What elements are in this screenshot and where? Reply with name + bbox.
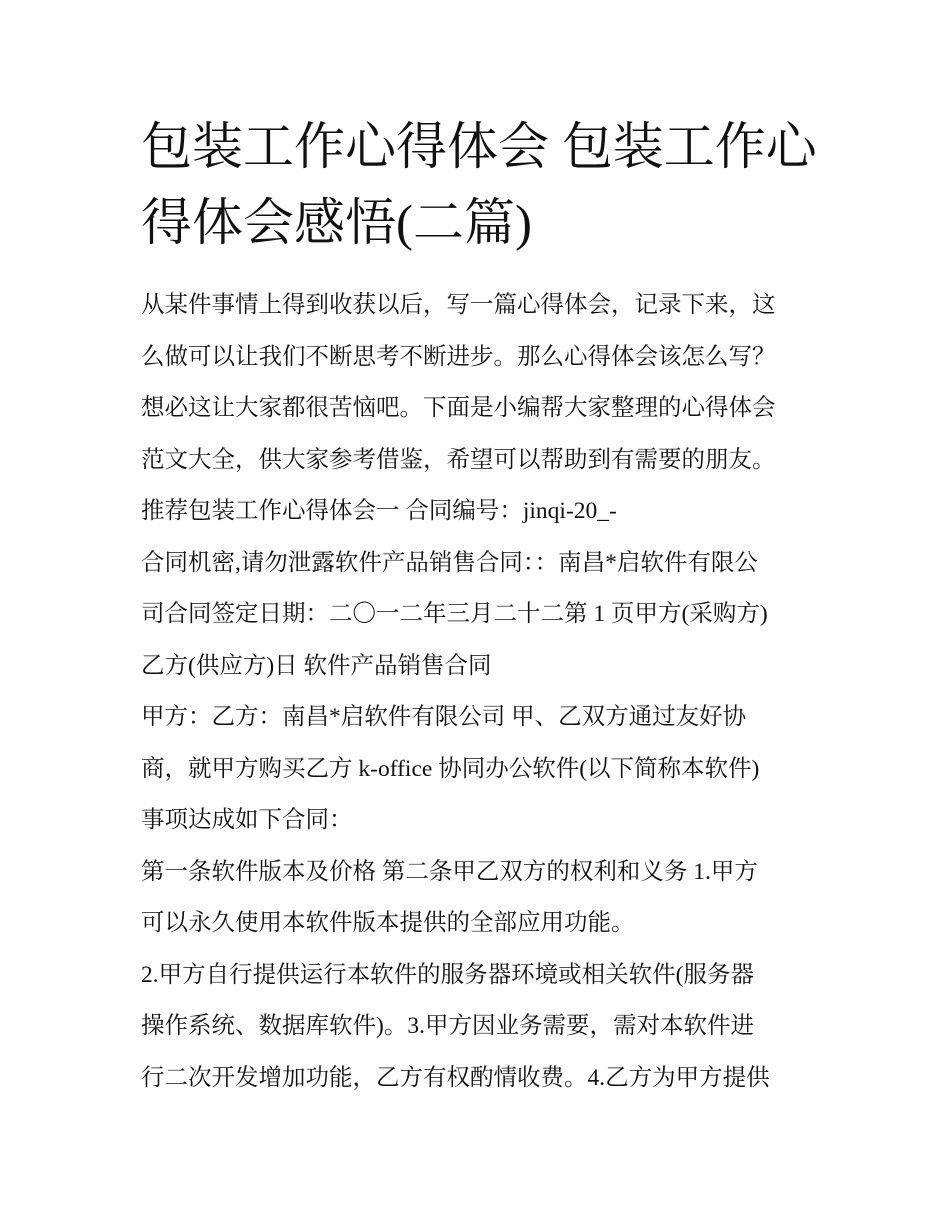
- body-line: 从某件事情上得到收获以后，写一篇心得体会，记录下来，这: [141, 292, 776, 318]
- body-line: 第一条软件版本及价格 第二条甲乙双方的权利和义务 1.甲方: [141, 858, 758, 885]
- title-line-1: 包装工作心得体会 包装工作心: [141, 120, 817, 176]
- body-line: 行二次开发增加功能，乙方有权酌情收费。4.乙方为甲方提供: [141, 1064, 770, 1091]
- body-line: 商，就甲方购买乙方 k-office 协同办公软件(以下简称本软件): [141, 755, 760, 782]
- body-line: 甲方：乙方：南昌*启软件有限公司 甲、乙双方通过友好协: [141, 704, 747, 730]
- body-line: 合同机密,请勿泄露软件产品销售合同：：南昌*启软件有限公: [141, 549, 758, 576]
- title-line-2: 得体会感悟(二篇): [141, 196, 532, 252]
- body-line: 范文大全，供大家参考借鉴，希望可以帮助到有需要的朋友。: [141, 446, 776, 473]
- body-line: 司合同签定日期：二〇一二年三月二十二第 1 页甲方(采购方): [141, 601, 768, 627]
- document-content: [141, 110, 817, 1104]
- body-line: 可以永久使用本软件版本提供的全部应用功能。: [141, 910, 635, 936]
- body-line: 乙方(供应方)日 软件产品销售合同: [141, 652, 492, 679]
- document-body: [141, 280, 813, 1104]
- body-line: 么做可以让我们不断思考不断进步。那么心得体会该怎么写？: [141, 343, 776, 370]
- body-line: 操作系统、数据库软件)。3.甲方因业务需要，需对本软件进: [141, 1013, 754, 1039]
- body-line: 推荐包装工作心得体会一 合同编号：jinqi-20_-: [141, 498, 617, 524]
- body-line: 2.甲方自行提供运行本软件的服务器环境或相关软件(服务器: [141, 961, 754, 988]
- document-title: [141, 110, 817, 262]
- body-line: 想必这让大家都很苦恼吧。下面是小编帮大家整理的心得体会: [141, 395, 776, 421]
- body-line: 事项达成如下合同：: [141, 807, 353, 833]
